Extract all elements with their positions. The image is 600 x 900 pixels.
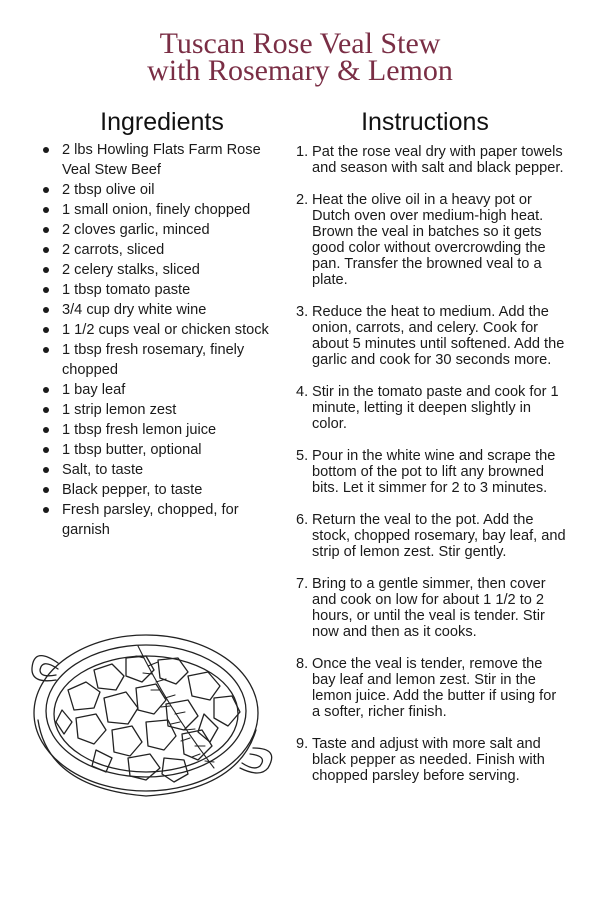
ingredients-list xyxy=(40,140,280,540)
step-number: 9. xyxy=(296,736,309,752)
instruction-step xyxy=(296,384,568,432)
step-text: Reduce the heat to medium. Add the onion, carrots, and celery. Cook for about 5 minutes until softened. Add the garlic and cook for 30 seconds more. xyxy=(312,304,565,368)
step-text: Once the veal is tender, remove the bay leaf and lemon zest. Stir in the lemon juice. Add the butter if using for a softer, richer finish. xyxy=(312,656,557,720)
instruction-step xyxy=(296,736,568,784)
recipe-title-line-1: Tuscan Rose Veal Stew xyxy=(159,27,441,60)
ingredient-item: 2 celery stalks, sliced xyxy=(40,260,280,280)
instruction-step xyxy=(296,576,568,640)
step-number: 1. xyxy=(296,144,309,160)
step-text: Pat the rose veal dry with paper towels and season with salt and black pepper. xyxy=(312,144,564,176)
step-text: Stir in the tomato paste and cook for 1 minute, letting it deepen slightly in color. xyxy=(312,384,559,432)
ingredient-item: 1 tbsp butter, optional xyxy=(40,440,280,460)
ingredient-item: 1 tbsp fresh lemon juice xyxy=(40,420,280,440)
instruction-step xyxy=(296,304,568,368)
stew-pan-illustration xyxy=(28,618,278,808)
step-number: 2. xyxy=(296,192,309,208)
step-text: Taste and adjust with more salt and black pepper as needed. Finish with chopped parsley before serving. xyxy=(312,736,545,784)
step-number: 4. xyxy=(296,384,309,400)
ingredient-item: 2 tbsp olive oil xyxy=(40,180,280,200)
ingredient-item: 2 carrots, sliced xyxy=(40,240,280,260)
step-number: 5. xyxy=(296,448,309,464)
ingredient-item: Fresh parsley, chopped, for garnish xyxy=(40,500,280,540)
ingredient-item: 1 tbsp fresh rosemary, finely chopped xyxy=(40,340,280,380)
ingredient-item: Black pepper, to taste xyxy=(40,480,280,500)
instructions-list xyxy=(296,144,568,800)
step-text: Heat the olive oil in a heavy pot or Dutch oven over medium-high heat. Brown the veal in batches so it gets good color without overcrowding the pan. Transfer the browned veal to a plate. xyxy=(312,192,546,288)
step-number: 7. xyxy=(296,576,309,592)
ingredient-item: 2 lbs Howling Flats Farm Rose Veal Stew Beef xyxy=(40,140,280,180)
pan-handle-right xyxy=(240,748,272,773)
pan-rim-outer xyxy=(34,635,258,791)
instruction-step xyxy=(296,192,568,288)
ingredient-item: 1 strip lemon zest xyxy=(40,400,280,420)
step-number: 6. xyxy=(296,512,309,528)
ingredient-item: 1 bay leaf xyxy=(40,380,280,400)
instruction-step xyxy=(296,144,568,176)
instruction-step xyxy=(296,448,568,496)
rosemary-sprig xyxy=(136,646,214,768)
ingredients-heading: Ingredients xyxy=(100,108,224,136)
ingredient-item: 2 cloves garlic, minced xyxy=(40,220,280,240)
recipe-title xyxy=(0,27,600,87)
step-number: 8. xyxy=(296,656,309,672)
recipe-title-line-2: with Rosemary & Lemon xyxy=(147,54,453,87)
ingredient-item: 1 tbsp tomato paste xyxy=(40,280,280,300)
pan-rim-inner xyxy=(46,645,246,777)
step-text: Pour in the white wine and scrape the bottom of the pot to lift any browned bits. Let it simmer for 2 to 3 minutes. xyxy=(312,448,556,496)
instruction-step xyxy=(296,512,568,560)
ingredient-item: Salt, to taste xyxy=(40,460,280,480)
instructions-heading: Instructions xyxy=(361,108,489,136)
step-number: 3. xyxy=(296,304,309,320)
ingredient-item: 3/4 cup dry white wine xyxy=(40,300,280,320)
ingredient-item: 1 1/2 cups veal or chicken stock xyxy=(40,320,280,340)
step-text: Bring to a gentle simmer, then cover and cook on low for about 1 1/2 to 2 hours, or until the veal is tender. Stir now and then as it cooks. xyxy=(312,576,546,640)
instruction-step xyxy=(296,656,568,720)
ingredient-item: 1 small onion, finely chopped xyxy=(40,200,280,220)
step-text: Return the veal to the pot. Add the stock, chopped rosemary, bay leaf, and strip of lemon zest. Stir gently. xyxy=(312,512,566,560)
